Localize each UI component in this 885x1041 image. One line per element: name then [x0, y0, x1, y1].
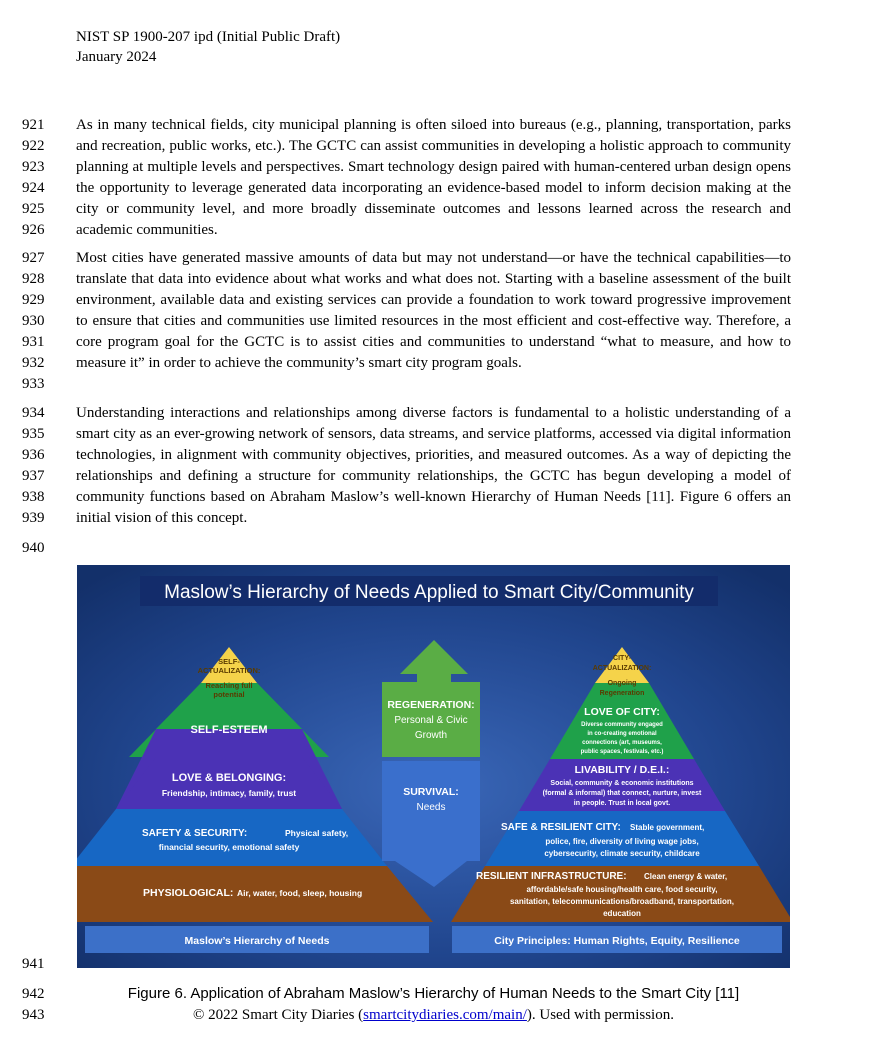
right-city-actualization-line4: Regeneration [599, 690, 645, 697]
line-number: 923 [22, 159, 45, 175]
right-infra-line: affordable/safe housing/health care, food security, [526, 885, 718, 894]
left-self-esteem-label: SELF-ESTEEM [190, 724, 268, 736]
line-number: 925 [22, 201, 45, 217]
regeneration-line1: Personal & Civic [394, 715, 468, 726]
line-number: 943 [22, 1007, 45, 1023]
line-number: 928 [22, 271, 45, 287]
right-love-line: Diverse community engaged [581, 722, 663, 728]
right-livability-line: (formal & informal) that connect, nurture, invest [542, 790, 702, 797]
right-safe-title: SAFE & RESILIENT CITY: [501, 822, 621, 833]
line-number: 930 [22, 313, 45, 329]
right-city-actualization-line1: CITY- [613, 655, 631, 662]
right-city-actualization-line3: Ongoing [607, 680, 637, 687]
right-love-title: LOVE OF CITY: [584, 706, 660, 718]
left-self-actualization-line1: SELF- [218, 657, 240, 666]
left-base-label: Maslow’s Hierarchy of Needs [184, 935, 330, 947]
line-number: 937 [22, 468, 45, 484]
right-safe-line1: Stable government, [630, 823, 705, 832]
line-number: 938 [22, 489, 45, 505]
figure-title: Maslow’s Hierarchy of Needs Applied to Smart City/Community [164, 582, 694, 603]
right-love-line: connections (art, museums, [582, 740, 662, 746]
left-phys-detail: Air, water, food, sleep, housing [237, 888, 363, 898]
line-number: 942 [22, 986, 45, 1002]
right-city-actualization-line2: ACTUALIZATION: [592, 665, 652, 672]
line-number: 934 [22, 405, 45, 421]
line-number: 941 [22, 956, 45, 972]
right-safe-line: cybersecurity, climate security, childcare [544, 849, 700, 858]
figure-6 [77, 565, 790, 968]
right-infra-line1: Clean energy & water, [644, 872, 728, 881]
right-livability-title: LIVABILITY / D.E.I.: [574, 764, 670, 776]
header-doc-id: NIST SP 1900-207 ipd (Initial Public Draft) [76, 29, 341, 45]
line-number: 927 [22, 250, 45, 266]
header-date: January 2024 [76, 49, 157, 65]
right-infra-line: sanitation, telecommunications/broadband, transportation, [509, 897, 735, 906]
credit-link[interactable]: smartcitydiaries.com/main/ [363, 1007, 527, 1023]
left-love-detail: Friendship, intimacy, family, trust [161, 788, 297, 798]
right-infra-line: education [603, 909, 641, 918]
right-livability-line: Social, community & economic institutions [550, 780, 694, 787]
left-phys-title: PHYSIOLOGICAL: [143, 887, 234, 899]
left-self-actualization-line2: ACTUALIZATION: [197, 666, 261, 675]
left-love-title: LOVE & BELONGING: [171, 772, 287, 784]
line-number: 936 [22, 447, 45, 463]
figure-credit [76, 1005, 791, 1025]
right-love-line: public spaces, festivals, etc.) [580, 749, 664, 755]
credit-suffix: ). Used with permission. [526, 1007, 674, 1023]
survival-title: SURVIVAL: [403, 786, 459, 798]
paragraph-2: Most cities have generated massive amounts of data but may not understand—or have the technical capabilities—to translate that data into evidence about what works and what does not. Starting with a baseline assessment of the built environment, available data and existing services can provide a foundation to work toward progressive improvement to ensure that cities and communities use limited resources in the most efficient and cost-effective way. Therefore, a core program goal for the GCTC is to assist cities and communities to understand “what to measure, and how to measure it” in order to achieve the community’s smart city program goals. [76, 250, 791, 371]
line-number: 921 [22, 117, 45, 133]
left-safety-title: SAFETY & SECURITY: [142, 828, 248, 839]
figure-6-svg [77, 565, 790, 968]
regeneration-title: REGENERATION: [387, 699, 475, 711]
line-number: 929 [22, 292, 45, 308]
right-base-label: City Principles: Human Rights, Equity, Resilience [494, 935, 740, 947]
line-number: 922 [22, 138, 45, 154]
regeneration-line2: Growth [414, 730, 448, 741]
left-self-actualization-line3: Reaching full [205, 681, 253, 690]
figure-caption: Figure 6. Application of Abraham Maslow’s Hierarchy of Human Needs to the Smart City [11] [127, 985, 740, 1002]
left-safety-detail-2: financial security, emotional safety [158, 842, 300, 852]
line-number: 924 [22, 180, 45, 196]
paragraph-3: Understanding interactions and relationships among diverse factors is fundamental to a holistic understanding of a smart city as an ever-growing network of sensors, data streams, and service platforms, accessed via digital information technologies, in alignment with community objectives, priorities, and measured outcomes. As a way of depicting the relationships and defining a structure for community relationships, the GCTC has begun developing a model of community functions based on Abraham Maslow’s well-known Hierarchy of Human Needs [11]. Figure 6 offers an initial vision of this concept. [76, 405, 791, 526]
right-safe-line: police, fire, diversity of living wage jobs, [545, 837, 699, 846]
page-header [76, 27, 340, 67]
left-safety-detail-1: Physical safety, [285, 828, 349, 838]
line-number: 933 [22, 376, 45, 392]
line-number: 939 [22, 510, 45, 526]
right-livability-line: in people. Trust in local govt. [573, 800, 671, 807]
right-love-line: in co-creating emotional [587, 731, 657, 737]
line-number: 935 [22, 426, 45, 442]
right-infra-title: RESILIENT INFRASTRUCTURE: [476, 871, 627, 882]
line-number: 931 [22, 334, 45, 350]
line-number: 940 [22, 540, 45, 556]
line-number: 932 [22, 355, 45, 371]
survival-line1: Needs [416, 802, 446, 813]
credit-prefix: © 2022 Smart City Diaries ( [193, 1007, 364, 1023]
line-number: 926 [22, 222, 45, 238]
paragraph-1: As in many technical fields, city municipal planning is often siloed into bureaus (e.g., planning, transportation, parks and recreation, public works, etc.). The GCTC can assist communities in developing a holistic approach to community planning at multiple levels and perspectives. Smart technology design paired with human-centered urban design opens the opportunity to leverage generated data incorporating an evidence-based model to inform decision making at the city or community level, and more broadly disseminate outcomes and lessons learned across the research and academic communities. [76, 117, 791, 238]
left-self-actualization-line4: potential [213, 690, 245, 699]
